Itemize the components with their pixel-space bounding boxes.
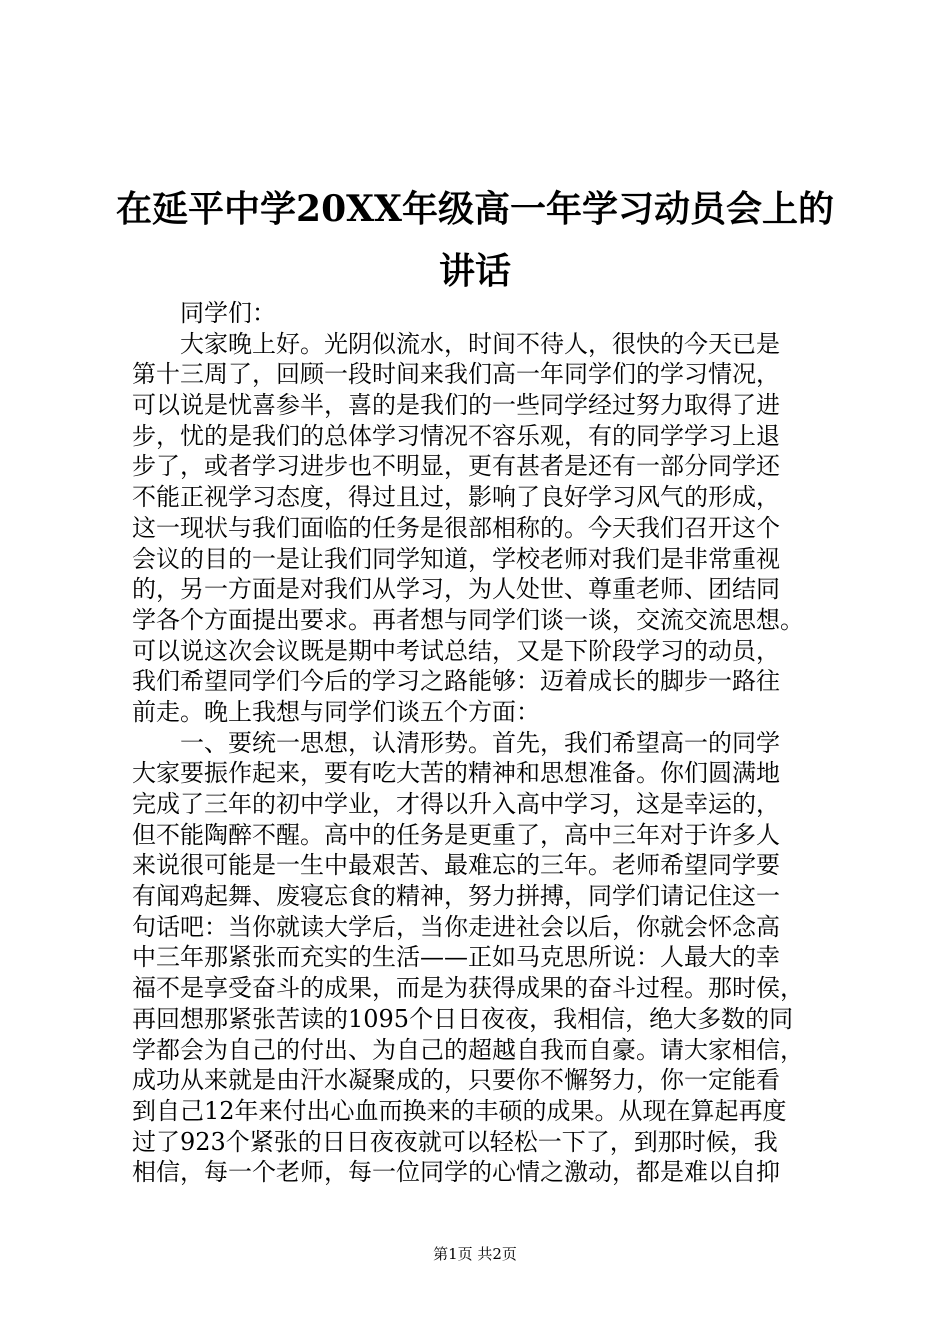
body-line: 句话吧：当你就读大学后，当你走进社会以后，你就会怀念高 <box>132 912 780 941</box>
body-line: 再回想那紧张苦读的1095个日日夜夜，我相信，绝大多数的同 <box>132 1004 794 1033</box>
body-line: 的，另一方面是对我们从学习，为人处世、尊重老师、团结同 <box>132 575 780 604</box>
body-line: 这一现状与我们面临的任务是很部相称的。今天我们召开这个 <box>132 513 780 542</box>
body-line: 中三年那紧张而充实的生活——正如马克思所说：人最大的幸 <box>132 943 780 972</box>
body-line: 学都会为自己的付出、为自己的超越自我而自豪。请大家相信， <box>132 1035 804 1064</box>
body-line: 步了，或者学习进步也不明显，更有甚者是还有一部分同学还 <box>132 452 780 481</box>
body-line: 来说很可能是一生中最艰苦、最难忘的三年。老师希望同学要 <box>132 851 780 880</box>
body-line: 可以说这次会议既是期中考试总结，又是下阶段学习的动员， <box>132 636 780 665</box>
body-line: 相信，每一个老师，每一位同学的心情之激动，都是难以自抑 <box>132 1158 780 1187</box>
body-line: 成功从来就是由汗水凝聚成的，只要你不懈努力，你一定能看 <box>132 1066 780 1095</box>
body-line: 学各个方面提出要求。再者想与同学们谈一谈，交流交流思想。 <box>132 605 804 634</box>
body-line: 完成了三年的初中学业，才得以升入高中学习，这是幸运的， <box>132 790 780 818</box>
body-line: 但不能陶醉不醒。高中的任务是更重了，高中三年对于许多人 <box>132 820 780 849</box>
body-line: 大家晚上好。光阴似流水，时间不待人，很快的今天已是 <box>180 329 780 358</box>
body-line: 前走。晚上我想与同学们谈五个方面： <box>132 697 540 726</box>
body-line: 一、要统一思想，认清形势。首先，我们希望高一的同学 <box>180 728 780 757</box>
body-line: 不能正视学习态度，得过且过，影响了良好学习风气的形成， <box>132 483 780 512</box>
body-line: 福不是享受奋斗的成果，而是为获得成果的奋斗过程。那时侯， <box>132 974 804 1003</box>
page-number-footer: 第1页 共2页 <box>433 1245 517 1263</box>
body-line: 步，忧的是我们的总体学习情况不容乐观，有的同学学习上退 <box>132 421 780 450</box>
body-line: 有闻鸡起舞、废寝忘食的精神，努力拼搏，同学们请记住这一 <box>132 882 780 911</box>
body-line: 到自己12年来付出心血而换来的丰硕的成果。从现在算起再度 <box>132 1096 787 1125</box>
document-title-line-1: 在延平中学20XX年级高一年学习动员会上的 <box>116 188 834 230</box>
body-line: 我们希望同学们今后的学习之路能够：迈着成长的脚步一路往 <box>132 667 780 696</box>
body-line: 可以说是忧喜参半，喜的是我们的一些同学经过努力取得了进 <box>132 391 780 420</box>
document-title-line-2: 讲话 <box>438 250 511 292</box>
document-body <box>132 298 832 1188</box>
body-line: 第十三周了，回顾一段时间来我们高一年同学们的学习情况， <box>132 360 780 389</box>
body-line: 会议的目的一是让我们同学知道，学校老师对我们是非常重视 <box>132 544 780 573</box>
body-line: 过了923个紧张的日日夜夜就可以轻松一下了，到那时候，我 <box>132 1127 778 1156</box>
salutation-line: 同学们： <box>180 299 276 327</box>
body-line: 大家要振作起来，要有吃大苦的精神和思想准备。你们圆满地 <box>132 759 780 788</box>
